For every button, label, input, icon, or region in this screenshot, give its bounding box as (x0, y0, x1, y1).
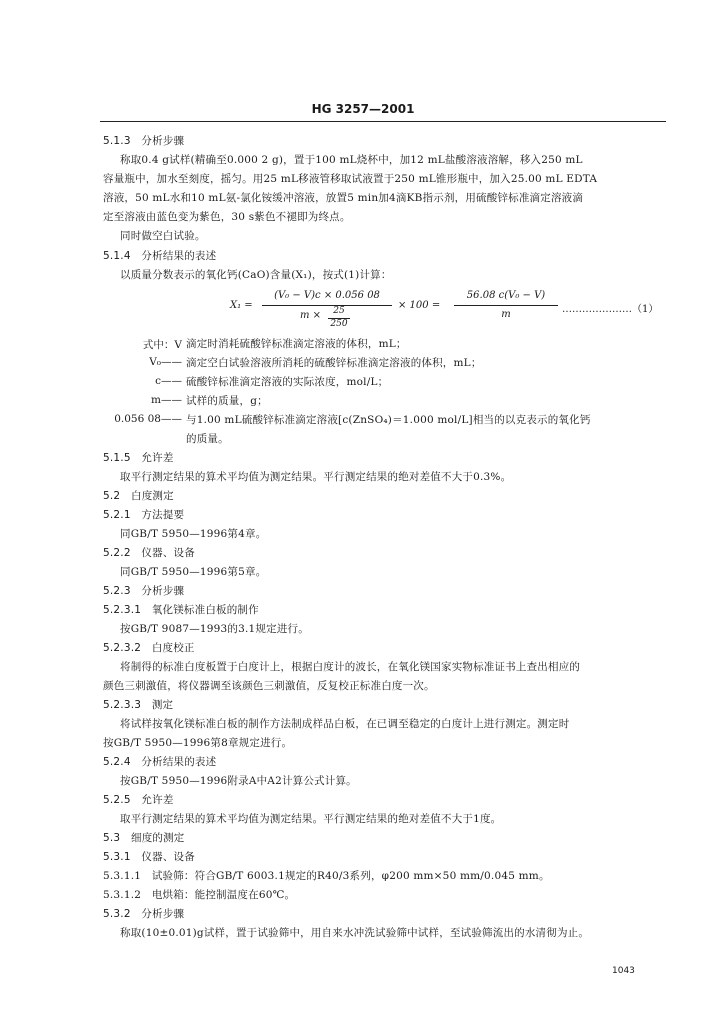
fraction-bar-2 (454, 305, 558, 306)
section-5-1-3-title: 5.1.3 分析步骤 (103, 135, 185, 147)
section-5-2-3-1-title: 5.2.3.1 氧化镁标准白板的制作 (103, 604, 259, 616)
definition-text: 的质量。 (186, 433, 229, 445)
paragraph-line: 容量瓶中，加水至刻度，摇匀。用25 mL移液管移取试液置于250 mL锥形瓶中，加入25.00 mL EDTA (103, 173, 598, 185)
section-5-2-4-title: 5.2.4 分析结果的表述 (103, 756, 217, 768)
paragraph-line: 定至溶液由蓝色变为紫色，30 s紫色不褪即为终点。 (103, 211, 351, 223)
section-5-3-2-title: 5.3.2 分析步骤 (103, 908, 185, 920)
paragraph-line: 以质量分数表示的氧化钙(CaO)含量(X₁)，按式(1)计算： (120, 269, 392, 281)
paragraph-line: 按GB/T 5950—1996附录A中A2计算公式计算。 (120, 775, 357, 787)
paragraph-line: 同GB/T 5950—1996第5章。 (120, 566, 267, 578)
formula-denominator: m × (300, 310, 322, 321)
formula-numerator: (V₀ − V)c × 0.056 08 (274, 290, 380, 301)
page-number: 1043 (612, 966, 635, 976)
paragraph-line: 溶液，50 mL水和10 mL氨-氯化铵缓冲溶液，放置5 min加4滴KB指示剂，用硫酸锌标准滴定溶液滴 (103, 192, 584, 204)
section-5-2-3-3-title: 5.2.3.3 测定 (103, 699, 174, 711)
paragraph-line: 将制得的标准白度板置于白度计上，根据白度计的波长，在氧化镁国家实物标准证书上查出相应的 (120, 661, 581, 673)
definition-text: 滴定时消耗硫酸锌标准滴定溶液的体积，mL； (186, 338, 407, 350)
section-5-2-2-title: 5.2.2 仪器、设备 (103, 547, 195, 559)
definition-text: 滴定空白试验溶液所消耗的硫酸锌标准滴定溶液的体积，mL； (186, 357, 482, 369)
header-rule (100, 121, 666, 122)
formula-numerator-2: 56.08 c(V₀ − V) (466, 290, 546, 301)
paragraph-line: 按GB/T 9087—1993的3.1规定进行。 (120, 623, 309, 635)
definition-text: 试样的质量，g； (186, 395, 268, 407)
section-5-2-1-title: 5.2.1 方法提要 (103, 509, 185, 521)
page-header: HG 3257—2001 (311, 102, 415, 116)
paragraph-line: 同GB/T 5950—1996第4章。 (120, 528, 267, 540)
formula-sub-num: 25 (333, 306, 345, 316)
formula-sub-den: 250 (330, 319, 348, 329)
definition-symbol: c—— (155, 375, 182, 387)
paragraph-line: 将试样按氧化镁标准白板的制作方法制成样品白板，在已调至稳定的白度计上进行测定。测定时 (120, 718, 570, 730)
definition-text: 硫酸锌标准滴定溶液的实际浓度，mol/L； (186, 376, 389, 388)
formula-number: …………………（1） (562, 304, 659, 315)
section-5-3-title: 5.3 细度的测定 (103, 832, 185, 844)
section-5-2-3-title: 5.2.3 分析步骤 (103, 585, 185, 597)
formula-1 (230, 290, 670, 330)
formula-denominator-2: m (501, 309, 511, 320)
section-5-2-5-title: 5.2.5 允许差 (103, 794, 174, 806)
definition-symbol: 0.056 08—— (114, 413, 182, 425)
definition-symbol: V₀—— (149, 356, 182, 368)
paragraph-line: 称取0.4 g试样(精确至0.000 2 g)，置于100 mL烧杯中，加12 mL盐酸溶液溶解，移入250 mL (120, 154, 583, 166)
formula-lhs: X₁ = (230, 300, 253, 311)
paragraph-line: 取平行测定结果的算术平均值为测定结果。平行测定结果的绝对差值不大于0.3%。 (120, 471, 512, 483)
section-5-2-title: 5.2 白度测定 (103, 490, 174, 502)
fraction-bar (262, 305, 392, 306)
paragraph-line: 取平行测定结果的算术平均值为测定结果。平行测定结果的绝对差值不大于1度。 (120, 813, 502, 825)
paragraph-line: 称取(10±0.01)g试样，置于试验筛中，用自来水冲洗试验筛中试样，至试验筛流出的水清彻为止。 (120, 927, 590, 939)
section-5-1-5-title: 5.1.5 允许差 (103, 452, 174, 464)
definition-symbol: m—— (151, 394, 182, 406)
definition-text: 与1.00 mL硫酸锌标准滴定溶液[c(ZnSO₄)＝1.000 mol/L]相当的以克表示的氧化钙 (186, 414, 591, 426)
section-5-3-1-2-title: 5.3.1.2 电烘箱：能控制温度在60℃。 (103, 889, 296, 901)
formula-times: × 100 = (398, 300, 441, 311)
paragraph-line: 同时做空白试验。 (120, 230, 206, 242)
section-5-3-1-title: 5.3.1 仪器、设备 (103, 851, 195, 863)
section-5-3-1-1-title: 5.3.1.1 试验筛：符合GB/T 6003.1规定的R40/3系列，φ200 mm×50 mm/0.045 mm。 (103, 870, 550, 882)
paragraph-line: 按GB/T 5950—1996第8章规定进行。 (103, 737, 293, 749)
definition-symbol: 式中：V (142, 339, 182, 351)
section-5-1-4-title: 5.1.4 分析结果的表述 (103, 250, 217, 262)
section-5-2-3-2-title: 5.2.3.2 白度校正 (103, 642, 195, 654)
paragraph-line: 颜色三刺激值，将仪器调至该颜色三刺激值，反复校正标准白度一次。 (103, 680, 435, 692)
